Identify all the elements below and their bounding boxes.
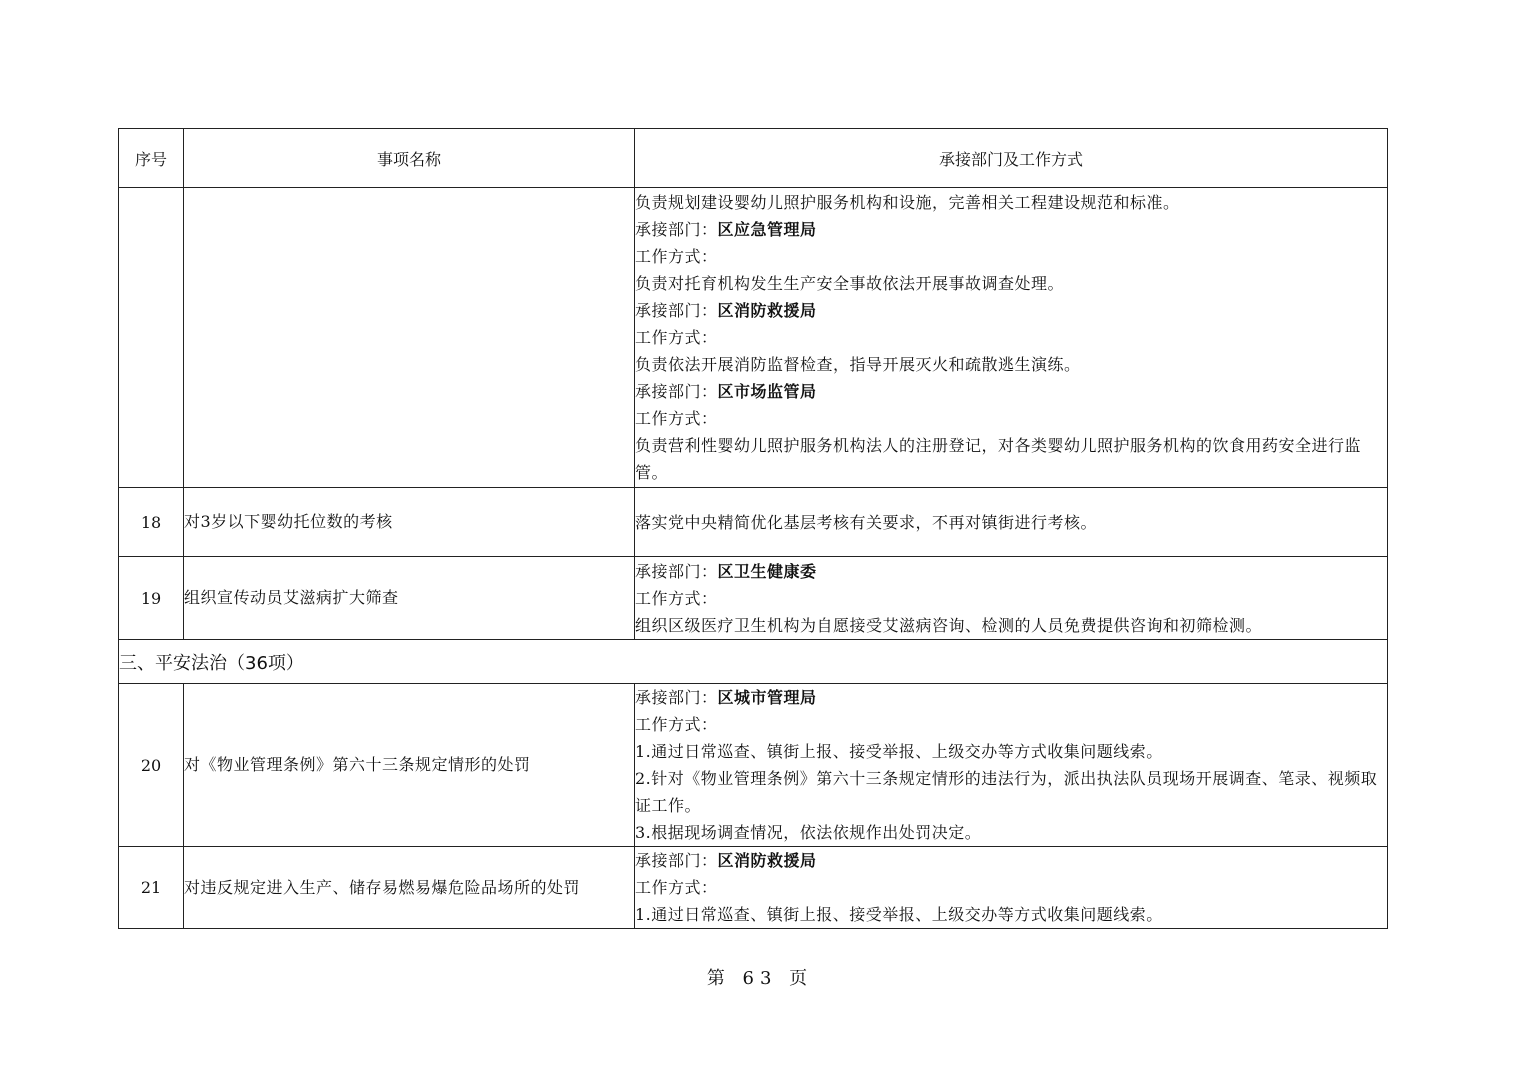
dept-label: 承接部门： <box>635 382 718 401</box>
row-21-desc <box>635 847 1388 929</box>
row-cont-num <box>119 188 184 488</box>
matter-name: 组织宣传动员艾滋病扩大筛查 <box>184 557 635 640</box>
method-label: 工作方式： <box>635 715 718 734</box>
table-header-row <box>119 129 1388 188</box>
row-cont-name <box>184 188 635 488</box>
row-cont-line1: 负责规划建设婴幼儿照护服务机构和设施，完善相关工程建设规范和标准。 <box>635 193 1180 212</box>
table-row-21 <box>119 847 1388 929</box>
method-label: 工作方式： <box>635 328 718 347</box>
matter-name: 对3岁以下婴幼托位数的考核 <box>184 488 635 557</box>
table-row-18 <box>119 488 1388 557</box>
method-step: 2.针对《物业管理条例》第六十三条规定情形的违法行为，派出执法队员现场开展调查、笔录、视频取证工作。 <box>635 769 1378 815</box>
header-num: 序号 <box>119 129 184 188</box>
row-number: 18 <box>119 488 184 557</box>
dept-name: 区城市管理局 <box>717 688 817 707</box>
row-number: 21 <box>119 847 184 929</box>
dept-name: 区消防救援局 <box>717 851 817 870</box>
table-row-19 <box>119 557 1388 640</box>
method-text: 组织区级医疗卫生机构为自愿接受艾滋病咨询、检测的人员免费提供咨询和初筛检测。 <box>635 615 1263 635</box>
dept-name: 区市场监管局 <box>717 382 817 401</box>
dept-label: 承接部门： <box>635 301 718 320</box>
header-dept: 承接部门及工作方式 <box>635 129 1388 188</box>
row-cont-desc <box>635 188 1388 488</box>
dept-name: 区应急管理局 <box>717 220 817 239</box>
page-number: 第 63 页 <box>706 968 814 989</box>
method-label: 工作方式： <box>635 878 718 897</box>
row-20-desc <box>635 684 1388 847</box>
method-label: 工作方式： <box>635 409 718 428</box>
dept-label: 承接部门： <box>635 220 718 239</box>
dept-name: 区卫生健康委 <box>717 561 817 581</box>
dept-label: 承接部门： <box>635 688 718 707</box>
section-row <box>119 640 1388 684</box>
dept-label: 承接部门： <box>635 561 718 581</box>
method-text: 负责对托育机构发生生产安全事故依法开展事故调查处理。 <box>635 274 1065 293</box>
method-text: 落实党中央精简优化基层考核有关要求，不再对镇街进行考核。 <box>635 488 1388 557</box>
table-row-20 <box>119 684 1388 847</box>
method-text: 负责营利性婴幼儿照护服务机构法人的注册登记，对各类婴幼儿照护服务机构的饮食用药安全进行监管。 <box>635 436 1362 482</box>
dept-name: 区消防救援局 <box>717 301 817 320</box>
row-number: 19 <box>119 557 184 640</box>
row-19-desc <box>635 557 1388 640</box>
section-title: 三、平安法治（36项） <box>119 640 1388 684</box>
header-name: 事项名称 <box>184 129 635 188</box>
table-row-continued <box>119 188 1388 488</box>
method-step: 1.通过日常巡查、镇街上报、接受举报、上级交办等方式收集问题线索。 <box>635 905 1163 924</box>
dept-label: 承接部门： <box>635 851 718 870</box>
matter-name: 对违反规定进入生产、储存易燃易爆危险品场所的处罚 <box>184 847 635 929</box>
method-label: 工作方式： <box>635 247 718 266</box>
matters-table <box>118 128 1388 929</box>
method-step: 1.通过日常巡查、镇街上报、接受举报、上级交办等方式收集问题线索。 <box>635 742 1163 761</box>
method-text: 负责依法开展消防监督检查，指导开展灭火和疏散逃生演练。 <box>635 355 1081 374</box>
method-step: 3.根据现场调查情况，依法依规作出处罚决定。 <box>635 823 982 842</box>
matter-name: 对《物业管理条例》第六十三条规定情形的处罚 <box>184 684 635 847</box>
row-number: 20 <box>119 684 184 847</box>
method-label: 工作方式： <box>635 588 718 608</box>
